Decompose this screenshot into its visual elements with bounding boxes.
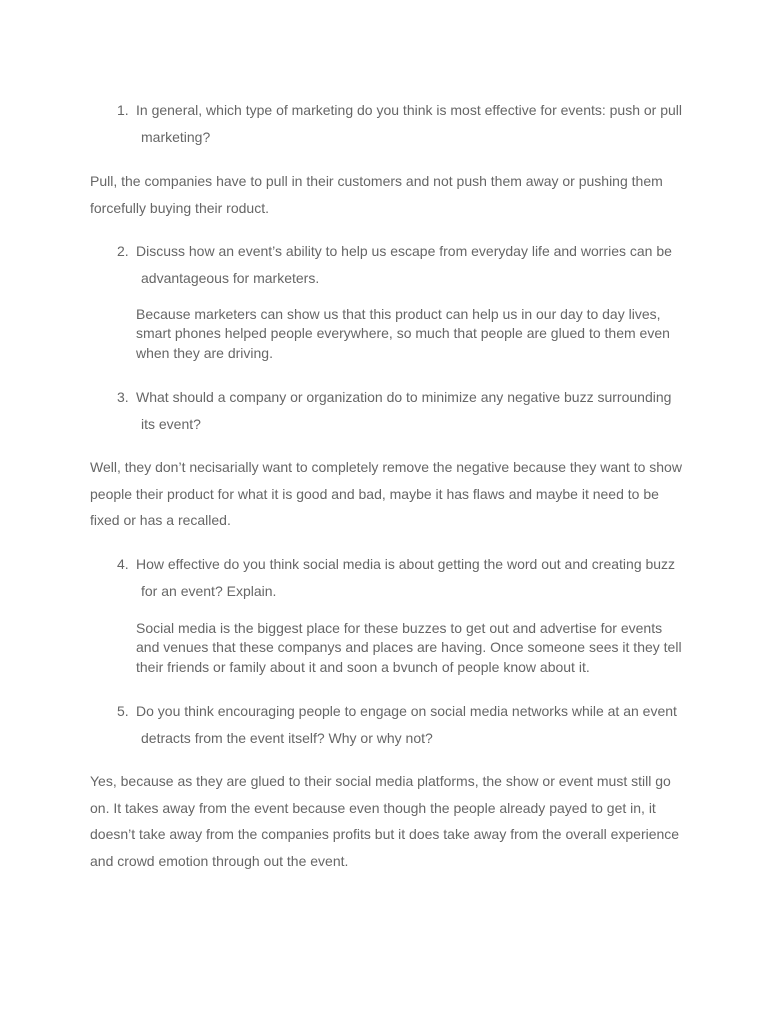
answer-line: doesn’t take away from the companies profits but it does take away from the overall experience <box>90 826 680 842</box>
answer-3 <box>90 454 690 534</box>
question-line: its event? <box>141 415 201 432</box>
answer-5 <box>90 768 690 874</box>
question-number: 3. <box>117 389 129 405</box>
question-line: Do you think encouraging people to engage on social media networks while at an event <box>136 703 677 719</box>
answer-line: and venues that these companys and places are having. Once someone sees it they tell <box>136 639 682 656</box>
answer-line: Because marketers can show us that this product can help us in our day to day lives, <box>136 306 661 322</box>
answer-line: when they are driving. <box>136 344 273 361</box>
question-5 <box>117 698 687 751</box>
question-2 <box>117 238 687 291</box>
question-line: Discuss how an event’s ability to help us escape from everyday life and worries can be <box>136 243 672 259</box>
question-text <box>136 698 687 751</box>
answer-line: Pull, the companies have to pull in their customers and not push them away or pushing them <box>90 173 663 189</box>
answer-line: their friends or family about it and soon a bvunch of people know about it. <box>136 658 590 675</box>
answer-line: Social media is the biggest place for these buzzes to get out and advertise for events <box>136 620 663 636</box>
question-text <box>136 551 687 604</box>
question-number: 5. <box>117 703 129 719</box>
question-text <box>136 238 687 291</box>
question-line: advantageous for marketers. <box>141 269 320 286</box>
answer-line: Well, they don’t necisarially want to completely remove the negative because they want to show <box>90 459 682 475</box>
answer-4 <box>136 619 696 677</box>
question-line: for an event? Explain. <box>141 582 277 599</box>
question-line: marketing? <box>141 128 211 145</box>
answer-line: Yes, because as they are glued to their social media platforms, the show or event must still go <box>90 773 671 789</box>
question-number: 4. <box>117 556 129 572</box>
question-3 <box>117 384 687 437</box>
answer-line: fixed or has a recalled. <box>90 512 231 528</box>
answer-line: and crowd emotion through out the event. <box>90 852 349 869</box>
answer-1 <box>90 168 690 221</box>
question-1 <box>117 97 687 150</box>
answer-line: people their product for what it is good and bad, maybe it has flaws and maybe it need to be <box>90 485 659 502</box>
question-line: How effective do you think social media is about getting the word out and creating buzz <box>136 556 676 572</box>
question-text <box>136 97 687 150</box>
question-line: detracts from the event itself? Why or why not? <box>141 729 433 746</box>
answer-line: forcefully buying their roduct. <box>90 199 269 216</box>
question-4 <box>117 551 687 604</box>
answer-2 <box>136 305 696 363</box>
question-line: In general, which type of marketing do you think is most effective for events: push or pull <box>136 102 683 118</box>
question-text <box>136 384 687 437</box>
answer-line: smart phones helped people everywhere, so much that people are glued to them even <box>136 325 670 342</box>
answer-line: on. It takes away from the event because even though the people already payed to get in, it <box>90 799 656 816</box>
question-line: What should a company or organization do to minimize any negative buzz surrounding <box>136 389 672 405</box>
question-number: 1. <box>117 102 129 118</box>
question-number: 2. <box>117 243 129 259</box>
